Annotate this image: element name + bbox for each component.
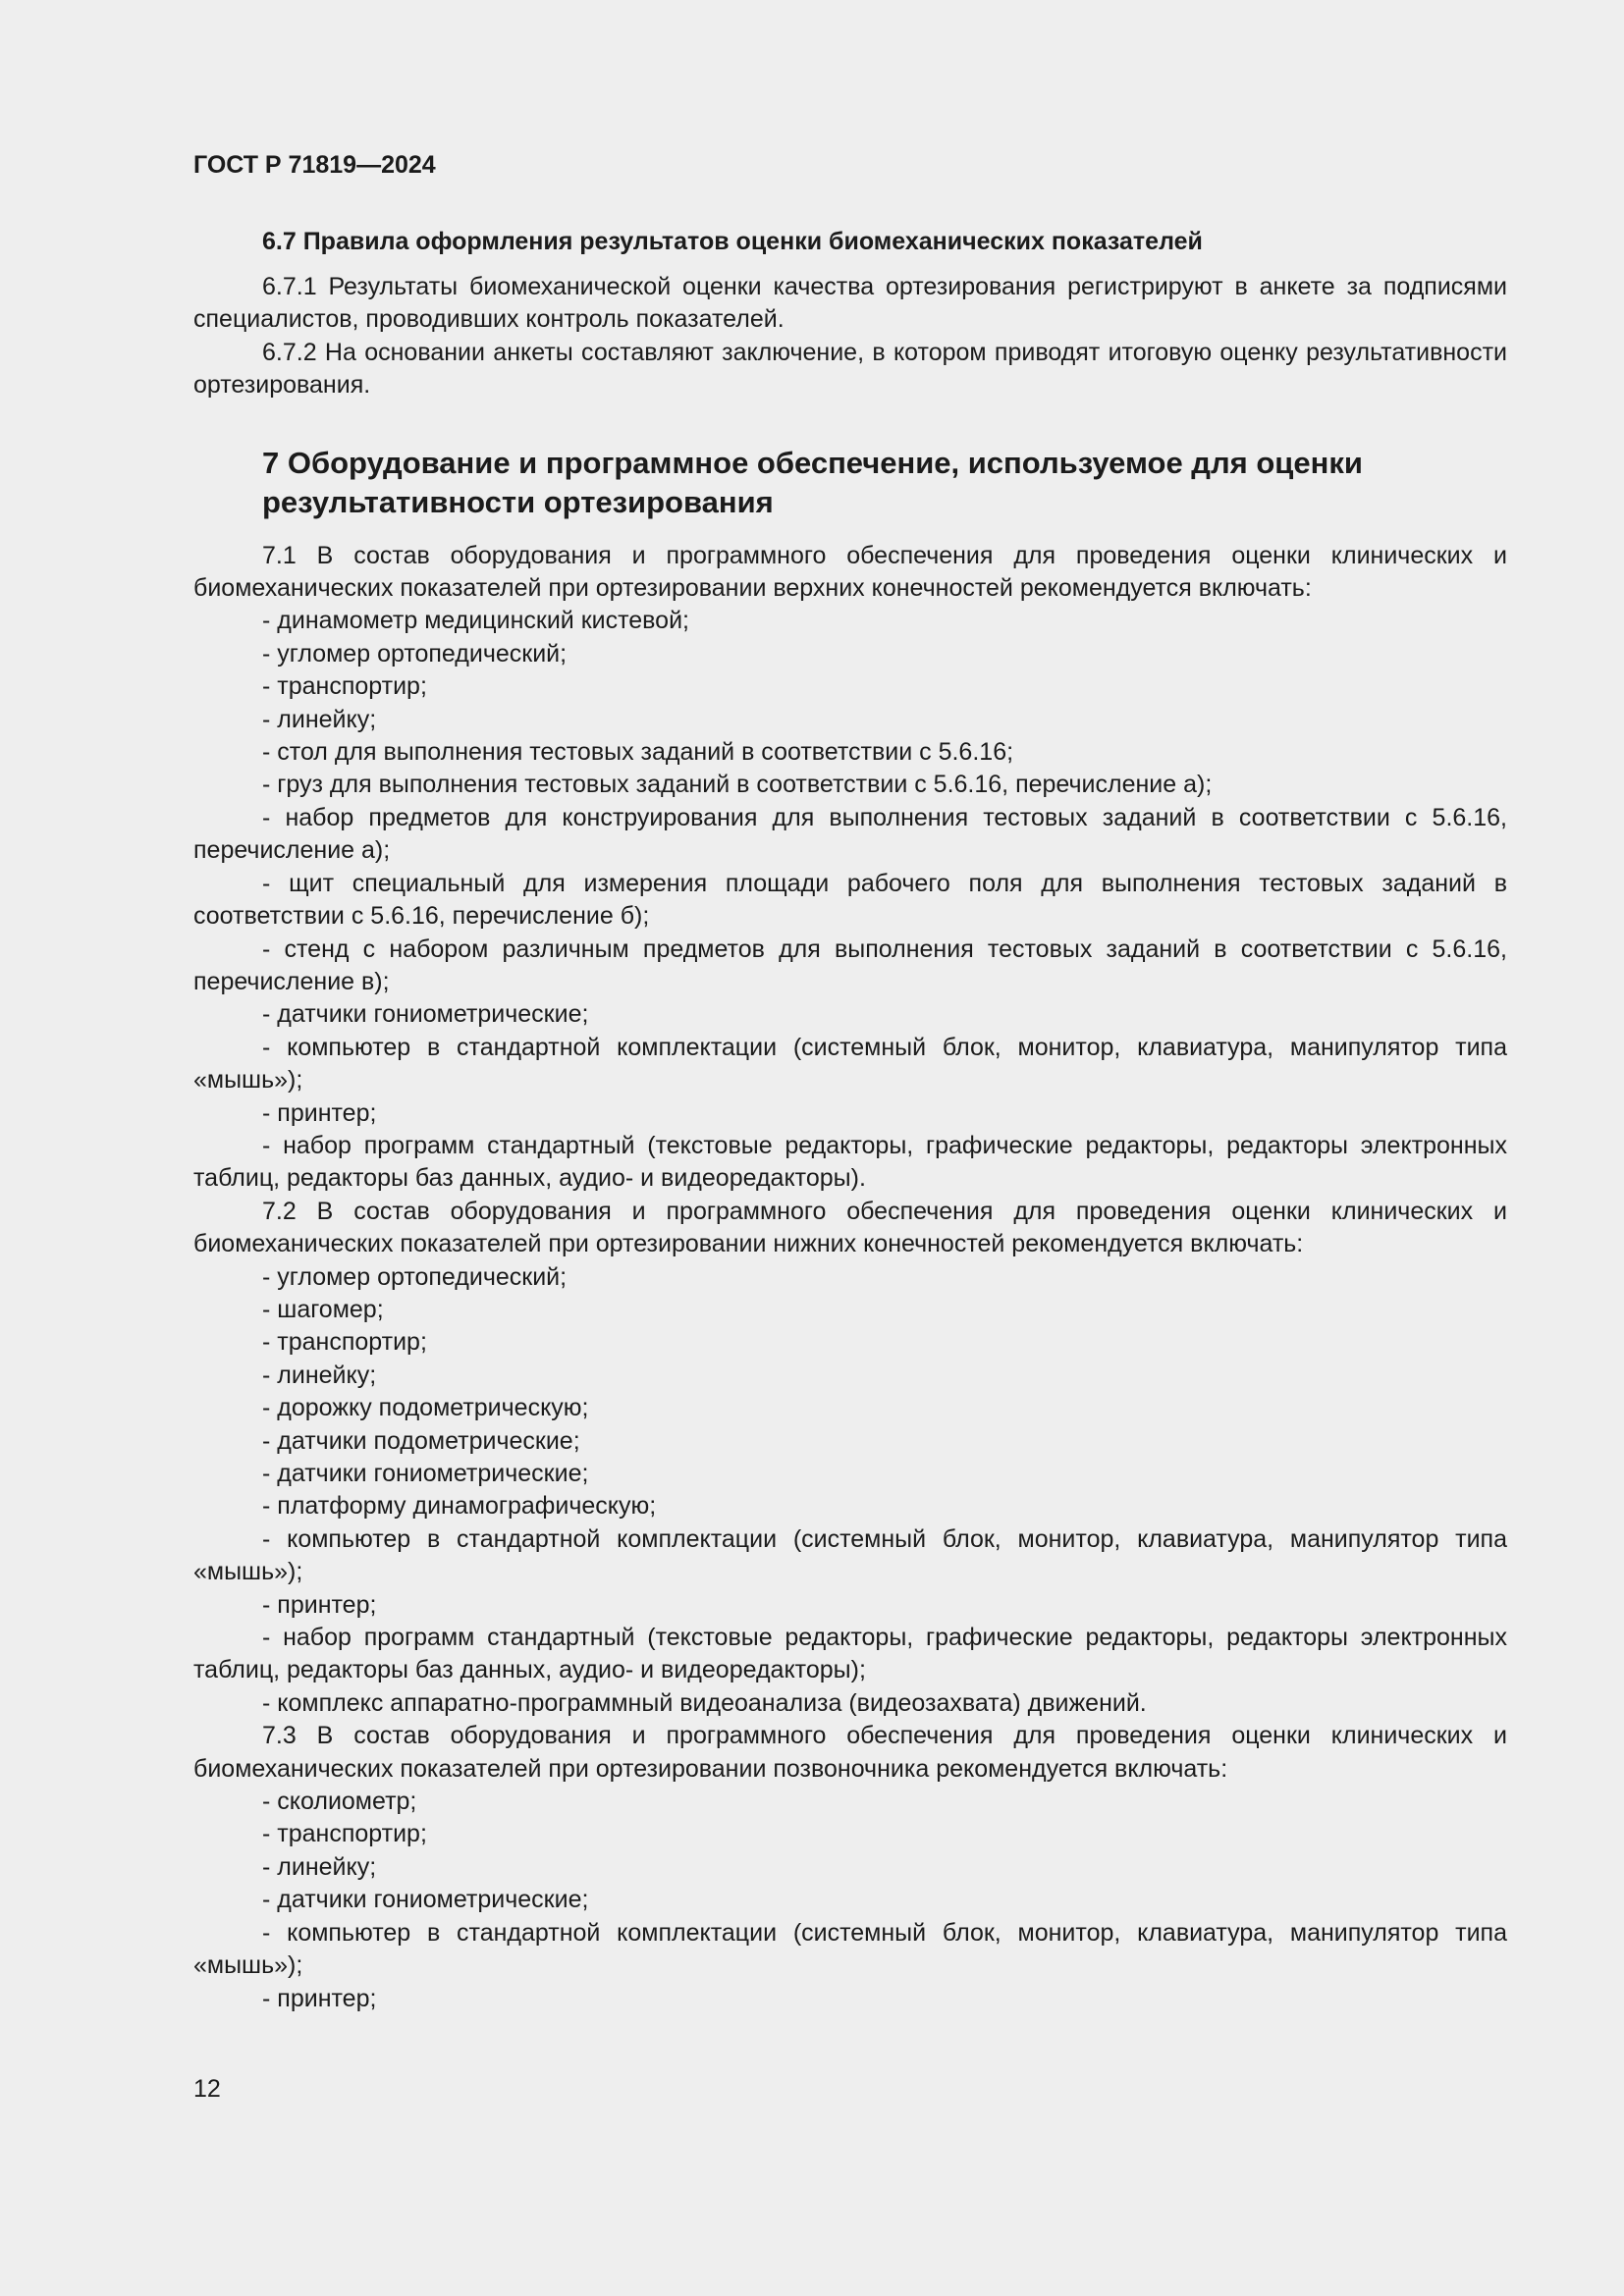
list-item: - принтер; [193,1097,1507,1130]
list-item: - линейку; [193,1851,1507,1884]
paragraph-6-7-2: 6.7.2 На основании анкеты составляют заключение, в котором приводят итоговую оценку результативности ортезирования. [193,338,1507,400]
list-item: - принтер; [193,1983,1507,2015]
list-item: - груз для выполнения тестовых заданий в соответствии с 5.6.16, перечисление а); [193,769,1507,801]
paragraph-6-7-1: 6.7.1 Результаты биомеханической оценки качества ортезирования регистрируют в анкете за подписями специалистов, проводивших контроль показателей. [193,273,1507,334]
page-content [193,224,1507,2015]
list-item: - набор предметов для конструирования для выполнения тестовых заданий в соответствии с 5.6.16, перечисление а); [193,802,1507,868]
standard-code-header: ГОСТ Р 71819—2024 [193,151,436,179]
paragraph-7-2: 7.2 В состав оборудования и программного обеспечения для проведения оценки клинических и биомеханических показателей при ортезировании нижних конечностей рекомендуется включать: [193,1197,1507,1258]
list-item: - динамометр медицинский кистевой; [193,605,1507,637]
list-item: - комплекс аппаратно-программный видеоанализа (видеозахвата) движений. [193,1687,1507,1720]
list-item: - датчики подометрические; [193,1425,1507,1458]
list-item: - датчики гониометрические; [193,1458,1507,1490]
list-item: - транспортир; [193,670,1507,703]
list-item: - сколиометр; [193,1786,1507,1818]
list-item: - угломер ортопедический; [193,1261,1507,1294]
page-number: 12 [193,2075,221,2103]
list-item: - платформу динамографическую; [193,1490,1507,1522]
list-item: - угломер ортопедический; [193,638,1507,670]
paragraph-7-1: 7.1 В состав оборудования и программного обеспечения для проведения оценки клинических и биомеханических показателей при ортезировании верхних конечностей рекомендуется включать: [193,541,1507,603]
list-item: - линейку; [193,704,1507,736]
list-item: - транспортир; [193,1326,1507,1359]
list-item: - компьютер в стандартной комплектации (системный блок, монитор, клавиатура, манипулятор типа «мышь»); [193,1917,1507,1983]
list-item: - компьютер в стандартной комплектации (системный блок, монитор, клавиатура, манипулятор типа «мышь»); [193,1032,1507,1097]
list-item: - стенд с набором различным предметов для выполнения тестовых заданий в соответствии с 5.6.16, перечисление в); [193,934,1507,999]
list-item: - набор программ стандартный (текстовые редакторы, графические редакторы, редакторы электронных таблиц, редакторы баз данных, аудио- и видеоредакторы); [193,1622,1507,1687]
list-item: - набор программ стандартный (текстовые редакторы, графические редакторы, редакторы электронных таблиц, редакторы баз данных, аудио- и видеоредакторы). [193,1130,1507,1196]
list-item: - дорожку подометрическую; [193,1392,1507,1424]
document-page [193,0,1507,2296]
list-item: - датчики гониометрические; [193,1884,1507,1916]
list-item: - транспортир; [193,1818,1507,1850]
list-item: - принтер; [193,1589,1507,1622]
list-7-3 [193,1786,1507,2015]
paragraph-7-3: 7.3 В состав оборудования и программного обеспечения для проведения оценки клинических и биомеханических показателей при ортезировании позвоночника рекомендуется включать: [193,1722,1507,1783]
list-7-2 [193,1261,1507,1721]
list-item: - линейку; [193,1360,1507,1392]
list-item: - шагомер; [193,1294,1507,1326]
list-item: - щит специальный для измерения площади рабочего поля для выполнения тестовых заданий в соответствии с 5.6.16, перечисление б); [193,868,1507,934]
list-item: - компьютер в стандартной комплектации (системный блок, монитор, клавиатура, манипулятор типа «мышь»); [193,1523,1507,1589]
list-7-1 [193,605,1507,1195]
list-item: - датчики гониометрические; [193,998,1507,1031]
section-7-title: 7 Оборудование и программное обеспечение, используемое для оценки результативности ортезирования [262,445,1363,519]
section-6-7-title: 6.7 Правила оформления результатов оценки биомеханических показателей [262,228,1203,255]
list-item: - стол для выполнения тестовых заданий в соответствии с 5.6.16; [193,736,1507,769]
